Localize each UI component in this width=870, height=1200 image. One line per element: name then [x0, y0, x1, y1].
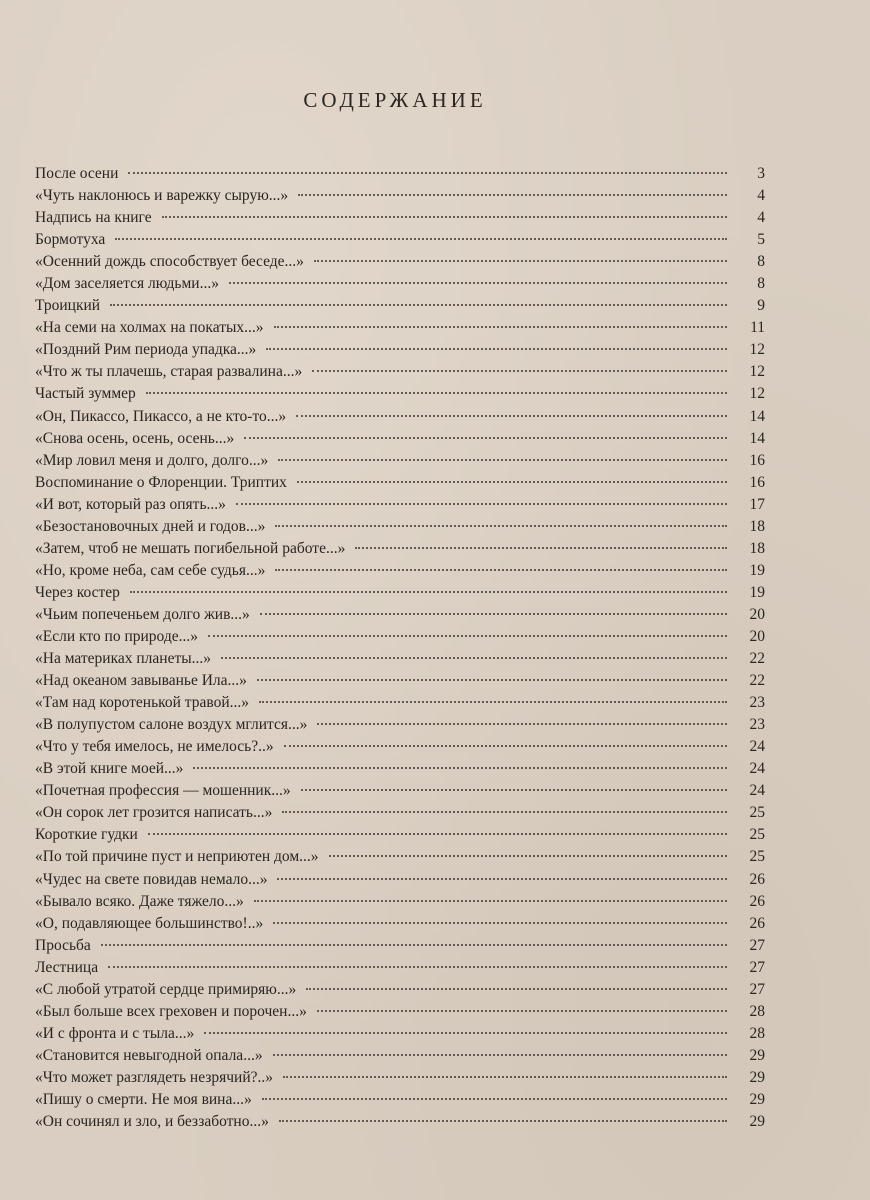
entry-title: Надпись на книге	[35, 209, 152, 227]
entry-title: «Дом заселяется людьми...»	[35, 275, 219, 293]
toc-entry	[35, 185, 765, 207]
entry-page-number: 22	[749, 672, 765, 690]
entry-page-number: 16	[749, 473, 765, 491]
entry-title: «О, подавляющее большинство!..»	[35, 914, 264, 932]
entry-title: «По той причине пуст и неприютен дом...»	[35, 848, 319, 866]
toc-entry	[35, 692, 765, 714]
toc-entry	[35, 229, 765, 251]
toc-entry	[35, 913, 765, 935]
toc-entry	[35, 251, 765, 273]
dot-leader	[306, 988, 727, 990]
dot-leader	[329, 855, 727, 857]
entry-page-number: 11	[750, 319, 765, 337]
entry-title: «Он сорок лет грозится написать...»	[35, 804, 273, 822]
entry-page-number: 27	[749, 958, 765, 976]
dot-leader	[298, 194, 727, 196]
toc-entry	[35, 1067, 765, 1089]
entry-title: «На семи на холмах на покатых...»	[35, 319, 264, 337]
entry-page-number: 27	[749, 936, 765, 954]
dot-leader	[317, 723, 727, 725]
toc-entry	[35, 1001, 765, 1023]
toc-entry	[35, 450, 765, 472]
entry-page-number: 19	[749, 583, 765, 601]
toc-entry	[35, 626, 765, 648]
toc-entry	[35, 273, 765, 295]
toc-entry	[35, 758, 765, 780]
dot-leader	[312, 370, 727, 372]
dot-leader	[275, 569, 727, 571]
entry-page-number: 28	[749, 1002, 765, 1020]
toc-entry	[35, 428, 765, 450]
entry-page-number: 29	[749, 1090, 765, 1108]
entry-page-number: 18	[749, 517, 765, 535]
dot-leader	[244, 437, 727, 439]
dot-leader	[284, 745, 727, 747]
entry-page-number: 29	[749, 1113, 765, 1131]
dot-leader	[266, 348, 727, 350]
entry-title: «Снова осень, осень, осень...»	[35, 429, 235, 447]
toc-entry	[35, 736, 765, 758]
dot-leader	[296, 415, 727, 417]
toc-entry	[35, 494, 765, 516]
toc-entry	[35, 163, 765, 185]
toc-entry	[35, 957, 765, 979]
entry-page-number: 19	[749, 561, 765, 579]
entry-title: «На материках планеты...»	[35, 650, 212, 668]
dot-leader	[254, 900, 727, 902]
dot-leader	[115, 238, 727, 240]
dot-leader	[314, 260, 727, 262]
entry-title: «Что у тебя имелось, не имелось?..»	[35, 738, 274, 756]
toc-entry	[35, 295, 765, 317]
entry-page-number: 26	[749, 892, 765, 910]
dot-leader	[204, 1032, 727, 1034]
dot-leader	[282, 811, 727, 813]
entry-title: «Был больше всех греховен и порочен...»	[35, 1002, 307, 1020]
toc-entry	[35, 317, 765, 339]
dot-leader	[278, 459, 727, 461]
entry-page-number: 22	[749, 650, 765, 668]
entry-title: «В полупустом салоне воздух мглится...»	[35, 716, 308, 734]
dot-leader	[277, 878, 727, 880]
toc-entry	[35, 560, 765, 582]
toc-entry	[35, 604, 765, 626]
entry-page-number: 12	[749, 341, 765, 359]
entry-title: «С любой утратой сердце примиряю...»	[35, 980, 297, 998]
dot-leader	[317, 1010, 727, 1012]
toc-entry	[35, 869, 765, 891]
toc-entry	[35, 1111, 765, 1133]
toc-entry	[35, 935, 765, 957]
dot-leader	[283, 1076, 727, 1078]
entry-page-number: 16	[749, 451, 765, 469]
dot-leader	[208, 635, 727, 637]
toc-entry	[35, 361, 765, 383]
dot-leader	[101, 944, 727, 946]
entry-page-number: 28	[749, 1024, 765, 1042]
entry-page-number: 12	[749, 385, 765, 403]
toc-entry	[35, 1023, 765, 1045]
entry-page-number: 5	[757, 231, 765, 249]
dot-leader	[274, 326, 727, 328]
toc-entry	[35, 1089, 765, 1111]
entry-title: Троицкий	[35, 297, 101, 315]
entry-title: «В этой книге моей...»	[35, 760, 184, 778]
entry-title: «Что ж ты плачешь, старая развалина...»	[35, 363, 303, 381]
toc-entry	[35, 383, 765, 405]
toc-entry	[35, 339, 765, 361]
dot-leader	[148, 833, 727, 835]
dot-leader	[193, 767, 727, 769]
toc-entry	[35, 648, 765, 670]
dot-leader	[259, 701, 727, 703]
toc-entry	[35, 780, 765, 802]
entry-title: После осени	[35, 165, 119, 182]
entry-page-number: 26	[749, 914, 765, 932]
entry-page-number: 27	[749, 980, 765, 998]
toc-entry	[35, 582, 765, 604]
dot-leader	[355, 547, 727, 549]
entry-title: «Пишу о смерти. Не моя вина...»	[35, 1090, 252, 1108]
entry-page-number: 29	[749, 1046, 765, 1064]
entry-title: «И с фронта и с тыла...»	[35, 1024, 195, 1042]
dot-leader	[229, 282, 727, 284]
toc-entry	[35, 846, 765, 868]
dot-leader	[162, 216, 727, 218]
entry-title: Короткие гудки	[35, 826, 138, 844]
dot-leader	[301, 789, 727, 791]
entry-title: Через костер	[35, 583, 120, 601]
entry-page-number: 14	[749, 407, 765, 425]
toc-entry	[35, 538, 765, 560]
entry-page-number: 20	[749, 627, 765, 645]
toc-entry	[35, 1045, 765, 1067]
dot-leader	[146, 392, 727, 394]
entry-page-number: 23	[749, 716, 765, 734]
entry-title: Просьба	[35, 936, 91, 954]
toc-entry	[35, 472, 765, 494]
dot-leader	[108, 966, 727, 968]
entry-title: «Становится невыгодной опала...»	[35, 1046, 263, 1064]
toc-entry	[35, 516, 765, 538]
entry-title: Лестница	[35, 958, 99, 976]
entry-page-number: 25	[749, 848, 765, 866]
dot-leader	[257, 679, 727, 681]
entry-title: «И вот, который раз опять...»	[35, 495, 226, 513]
entry-page-number: 29	[749, 1068, 765, 1086]
entry-page-number: 25	[749, 826, 765, 844]
dot-leader	[236, 503, 727, 505]
entry-title: «Там над коротенькой травой...»	[35, 694, 250, 712]
toc-entry	[35, 714, 765, 736]
entry-page-number: 12	[749, 363, 765, 381]
entry-title: «Бывало всяко. Даже тяжело...»	[35, 892, 244, 910]
entry-title: «Чуть наклонюсь и варежку сырую...»	[35, 187, 289, 205]
dot-leader	[273, 1054, 727, 1056]
entry-page-number: 26	[749, 870, 765, 888]
entry-page-number: 14	[749, 429, 765, 447]
entry-page-number: 23	[749, 694, 765, 712]
entry-title: «Что может разглядеть незрячий?..»	[35, 1068, 274, 1086]
dot-leader	[110, 304, 727, 306]
entry-title: «Почетная профессия — мошенник...»	[35, 782, 291, 800]
entry-title: «Если кто по природе...»	[35, 627, 198, 645]
entry-page-number: 3	[757, 165, 765, 182]
dot-leader	[273, 922, 727, 924]
entry-page-number: 20	[749, 605, 765, 623]
toc-entry	[35, 802, 765, 824]
dot-leader	[279, 1120, 727, 1122]
toc-entry	[35, 670, 765, 692]
dot-leader	[297, 481, 727, 483]
entry-page-number: 25	[749, 804, 765, 822]
dot-leader	[221, 657, 727, 659]
entry-page-number: 9	[757, 297, 765, 315]
entry-page-number: 24	[749, 782, 765, 800]
entry-page-number: 17	[749, 495, 765, 513]
toc-entry	[35, 406, 765, 428]
entry-page-number: 4	[757, 187, 765, 205]
entry-title: Воспоминание о Флоренции. Триптих	[35, 473, 287, 491]
entry-title: «Затем, чтоб не мешать погибельной работе...»	[35, 539, 346, 557]
toc-entry	[35, 824, 765, 846]
entry-page-number: 24	[749, 738, 765, 756]
entry-title: «Над океаном завыванье Ила...»	[35, 672, 247, 690]
entry-title: «Но, кроме неба, сам себе судья...»	[35, 561, 266, 579]
entry-title: «Он, Пикассо, Пикассо, а не кто-то...»	[35, 407, 287, 425]
entry-title: «Он сочинял и зло, и беззаботно...»	[35, 1113, 269, 1131]
table-of-contents	[35, 163, 765, 1133]
entry-title: Частый зуммер	[35, 385, 136, 403]
entry-title: «Чьим попеченьем долго жив...»	[35, 605, 250, 623]
entry-page-number: 8	[757, 275, 765, 293]
dot-leader	[128, 172, 727, 174]
dot-leader	[260, 613, 727, 615]
dot-leader	[130, 591, 727, 593]
entry-title: Бормотуха	[35, 231, 106, 249]
toc-entry	[35, 207, 765, 229]
entry-title: «Чудес на свете повидав немало...»	[35, 870, 268, 888]
entry-page-number: 4	[757, 209, 765, 227]
entry-title: «Осенний дождь способствует беседе...»	[35, 253, 304, 271]
entry-page-number: 24	[749, 760, 765, 778]
toc-entry	[35, 979, 765, 1001]
entry-title: «Безостановочных дней и годов...»	[35, 517, 266, 535]
entry-title: «Мир ловил меня и долго, долго...»	[35, 451, 269, 469]
entry-title: «Поздний Рим периода упадка...»	[35, 341, 257, 359]
toc-entry	[35, 891, 765, 913]
entry-page-number: 18	[749, 539, 765, 557]
dot-leader	[275, 525, 727, 527]
entry-page-number: 8	[757, 253, 765, 271]
page-title: СОДЕРЖАНИЕ	[303, 88, 487, 112]
dot-leader	[262, 1098, 727, 1100]
